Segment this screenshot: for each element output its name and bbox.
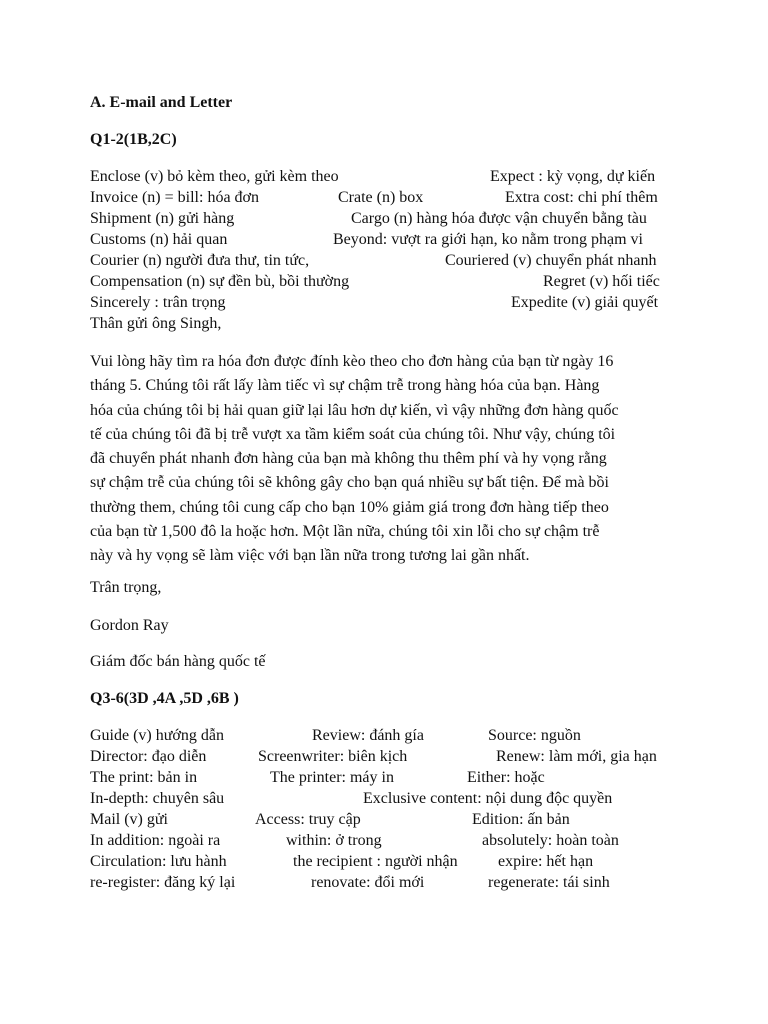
vocab-item: Extra cost: chi phí thêm	[505, 189, 658, 206]
vocab-item: Courier (n) người đưa thư, tin tức,	[90, 252, 310, 269]
vocab-item: the recipient : người nhận	[293, 853, 458, 870]
vocab-item: regenerate: tái sinh	[488, 874, 610, 891]
letter-line: của bạn từ 1,500 đô la hoặc hơn. Một lần nữa, chúng tôi xin lỗi cho sự chậm trễ	[90, 523, 600, 541]
vocab-item: Either: hoặc	[467, 769, 545, 786]
vocab-row	[90, 252, 690, 273]
vocab-item: Crate (n) box	[338, 189, 424, 206]
vocab-item: Circulation: lưu hành	[90, 853, 227, 870]
letter-line: tế của chúng tôi đã bị trễ vượt xa tầm kiểm soát của chúng tôi. Như vậy, chúng tôi	[90, 425, 616, 443]
vocab-row	[90, 168, 690, 189]
vocab-item: Customs (n) hải quan	[90, 231, 228, 248]
letter-position: Giám đốc bán hàng quốc tế	[90, 653, 266, 670]
vocab-item: re-register: đăng ký lại	[90, 874, 236, 891]
vocab-item: Renew: làm mới, gia hạn	[496, 748, 657, 765]
question-heading-q3-6: Q3-6(3D ,4A ,5D ,6B )	[90, 690, 239, 707]
letter-closing: Trân trọng,	[90, 579, 162, 596]
vocab-item: Guide (v) hướng dẫn	[90, 727, 224, 744]
vocab-item: In-depth: chuyên sâu	[90, 790, 225, 807]
vocab-item: Expect : kỳ vọng, dự kiến	[490, 168, 656, 185]
vocab-row	[90, 210, 690, 231]
letter-body	[90, 350, 690, 569]
question-heading-q1-2: Q1-2(1B,2C)	[90, 131, 177, 148]
vocab-item: Review: đánh gía	[312, 727, 424, 744]
letter-line: đã chuyển phát nhanh đơn hàng của bạn mà không thu thêm phí và hy vọng rằng	[90, 450, 607, 468]
vocab-item: expire: hết hạn	[498, 853, 594, 870]
vocab-item: Source: nguồn	[488, 727, 581, 744]
vocab-item: Compensation (n) sự đền bù, bồi thường	[90, 273, 350, 290]
vocab-row	[90, 790, 690, 811]
vocab-item: Enclose (v) bỏ kèm theo, gửi kèm theo	[90, 168, 339, 185]
vocab-row	[90, 231, 690, 252]
vocab-item: within: ở trong	[286, 832, 382, 849]
vocab-item: Cargo (n) hàng hóa được vận chuyển bằng tàu	[351, 210, 647, 227]
vocab-item: Access: truy cập	[255, 811, 361, 828]
vocab-item: Invoice (n) = bill: hóa đơn	[90, 189, 259, 206]
vocab-item: Exclusive content: nội dung độc quyền	[363, 790, 613, 807]
letter-signature: Gordon Ray	[90, 617, 169, 634]
vocab-row	[90, 727, 690, 748]
vocab-item: Screenwriter: biên kịch	[258, 748, 408, 765]
vocab-row	[90, 874, 690, 895]
letter-greeting: Thân gửi ông Singh,	[90, 315, 222, 332]
section-title: A. E-mail and Letter	[90, 94, 233, 111]
vocab-item: The printer: máy in	[270, 769, 394, 786]
vocab-row	[90, 811, 690, 832]
letter-line: này và hy vọng sẽ làm việc với bạn lần nữa trong tương lai gần nhất.	[90, 547, 530, 565]
vocab-item: absolutely: hoàn toàn	[482, 832, 619, 849]
vocab-item: Beyond: vượt ra giới hạn, ko nằm trong phạm vi	[333, 231, 643, 248]
vocab-row	[90, 189, 690, 210]
letter-line: sự chậm trễ của chúng tôi sẽ không gây cho bạn quá nhiều sự bất tiện. Để mà bồi	[90, 474, 609, 492]
vocab-item: Sincerely : trân trọng	[90, 294, 226, 311]
letter-line: thường them, chúng tôi cung cấp cho bạn 10% giảm giá trong đơn hàng tiếp theo	[90, 498, 609, 516]
letter-line: tháng 5. Chúng tôi rất lấy làm tiếc vì sự chậm trễ trong hàng hóa của bạn. Hàng	[90, 377, 600, 395]
vocab-item: Director: đạo diễn	[90, 748, 207, 765]
letter-line: Vui lòng hãy tìm ra hóa đơn được đính kèo theo cho đơn hàng của bạn từ ngày 16	[90, 353, 614, 370]
vocab-item: Mail (v) gửi	[90, 811, 168, 828]
vocab-item: The print: bản in	[90, 769, 198, 786]
letter-line: hóa của chúng tôi bị hải quan giữ lại lâu hơn dự kiến, vì vậy những đơn hàng quốc	[90, 401, 619, 419]
vocab-item: renovate: đổi mới	[311, 874, 425, 891]
vocab-item: Expedite (v) giải quyết	[511, 294, 659, 311]
vocab-item: Regret (v) hối tiếc	[543, 273, 660, 290]
vocab-item: Couriered (v) chuyển phát nhanh	[445, 252, 657, 269]
vocab-item: In addition: ngoài ra	[90, 832, 221, 849]
vocab-row	[90, 853, 690, 874]
vocab-row	[90, 273, 690, 294]
vocab-item: Edition: ấn bản	[472, 811, 570, 828]
vocab-row	[90, 769, 690, 790]
vocab-row	[90, 832, 690, 853]
vocab-item: Shipment (n) gửi hàng	[90, 210, 235, 227]
vocab-row	[90, 294, 690, 315]
vocab-row	[90, 748, 690, 769]
